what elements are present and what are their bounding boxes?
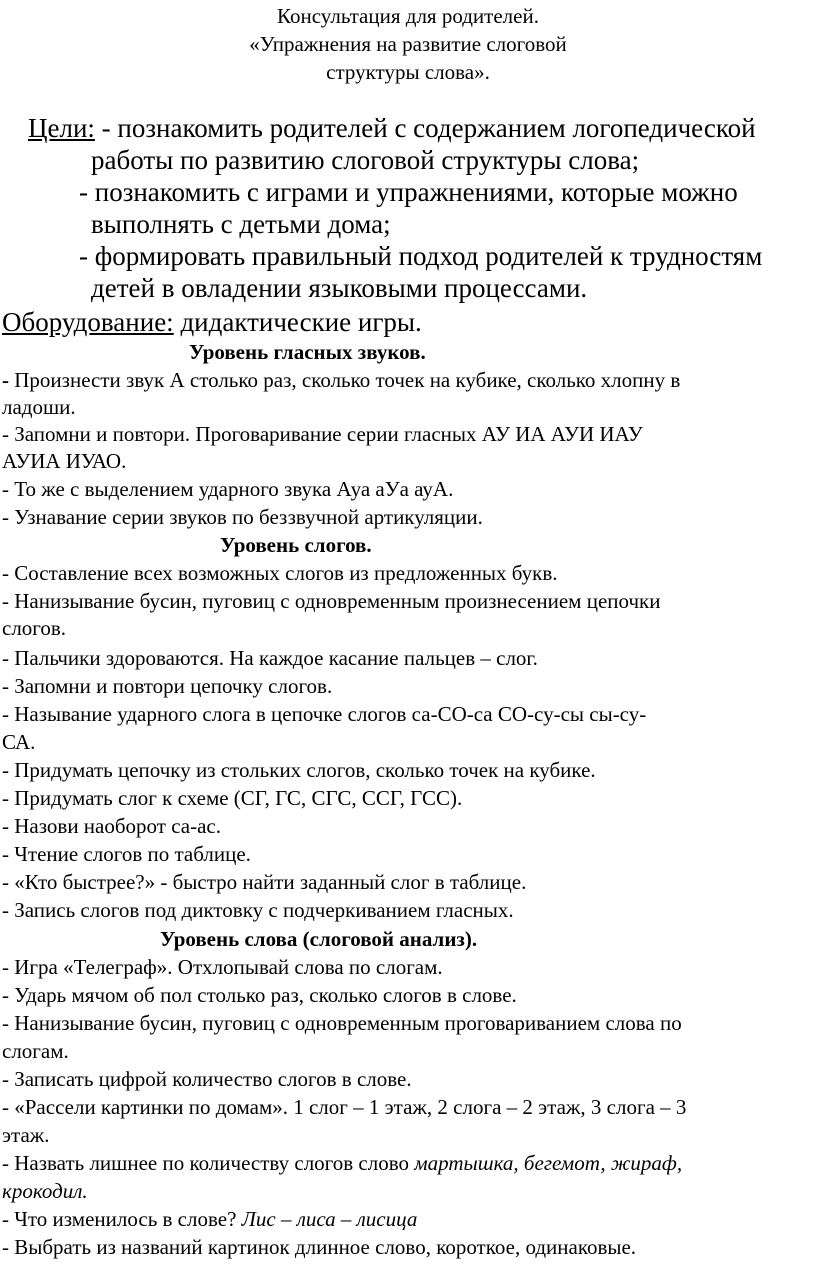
- vowels-line-4: АУИА ИУАО.: [2, 449, 127, 473]
- vowels-line-5: - То же с выделением ударного звука Ауа аУа ауА.: [2, 477, 454, 501]
- syllables-line-6: - Называние ударного слога в цепочке слогов са-СО-са СО-су-сы сы-су-: [2, 702, 647, 726]
- vowels-text-1: Произнести звук А столько раз, сколько точек на кубике, сколько хлопну в: [9, 368, 681, 392]
- words-line-8: [2, 1150, 682, 1177]
- goals-line-1: [28, 112, 756, 144]
- words-example-animals: мартышка, бегемот, жираф,: [414, 1151, 683, 1175]
- goals-label: Цели:: [28, 113, 95, 143]
- syllables-line-13: - Запись слогов под диктовку с подчеркиванием гласных.: [2, 898, 514, 922]
- goals-line-6: детей в овладении языковыми процессами.: [91, 273, 588, 303]
- syllables-line-11: - Чтение слогов по таблице.: [2, 842, 251, 866]
- syllables-line-9: - Придумать слог к схеме (СГ, ГС, СГС, ССГ, ГСС).: [2, 786, 463, 810]
- words-line-1: - Игра «Телеграф». Отхлопывай слова по слогам.: [2, 955, 443, 979]
- vowels-dash: -: [2, 368, 9, 392]
- syllables-line-10: - Назови наоборот са-ас.: [2, 814, 221, 838]
- vowels-line-1: [2, 367, 680, 394]
- title-line-2: «Упражнения на развитие слоговой: [249, 32, 567, 56]
- words-text-8: - Назвать лишнее по количеству слогов слово: [2, 1151, 415, 1175]
- syllables-line-8: - Придумать цепочку из стольких слогов, сколько точек на кубике.: [2, 758, 596, 782]
- syllables-line-1: - Составление всех возможных слогов из предложенных букв.: [2, 561, 558, 585]
- goals-line-2: работы по развитию слоговой структуры слова;: [91, 145, 640, 175]
- goals-text-1: - познакомить родителей с содержанием логопедической: [94, 113, 756, 143]
- syllables-line-12: - «Кто быстрее?» - быстро найти заданный слог в таблице.: [2, 870, 527, 894]
- words-text-10: - Что изменилось в слове?: [2, 1207, 242, 1231]
- words-example-fox: Лис – лиса – лисица: [241, 1207, 418, 1231]
- syllables-line-3: слогов.: [2, 616, 67, 640]
- goals-line-4: выполнять с детьми дома;: [91, 209, 391, 239]
- equipment-label: Оборудование:: [2, 307, 174, 337]
- words-line-4: слогам.: [2, 1039, 69, 1063]
- heading-vowels: Уровень гласных звуков.: [189, 340, 426, 364]
- equipment-line: [2, 306, 422, 338]
- syllables-line-2: - Нанизывание бусин, пуговиц с одновременным произнесением цепочки: [2, 589, 661, 613]
- title-line-1: Консультация для родителей.: [277, 4, 539, 28]
- goals-line-3: - познакомить с играми и упражнениями, которые можно: [79, 177, 738, 207]
- vowels-line-2: ладоши.: [2, 395, 76, 419]
- words-line-3: - Нанизывание бусин, пуговиц с одновременным проговариванием слова по: [2, 1011, 682, 1035]
- heading-syllables: Уровень слогов.: [220, 533, 372, 557]
- syllables-line-5: - Запомни и повтори цепочку слогов.: [2, 674, 333, 698]
- words-line-11: - Выбрать из названий картинок длинное слово, короткое, одинаковые.: [2, 1235, 637, 1259]
- words-line-9: крокодил.: [2, 1179, 88, 1203]
- equipment-text: дидактические игры.: [173, 307, 422, 337]
- syllables-line-4: - Пальчики здороваются. На каждое касание пальцев – слог.: [2, 646, 538, 670]
- words-line-2: - Ударь мячом об пол столько раз, сколько слогов в слове.: [2, 983, 517, 1007]
- syllables-line-7: СА.: [2, 730, 36, 754]
- heading-words: Уровень слова (слоговой анализ).: [160, 927, 478, 951]
- goals-line-5: - формировать правильный подход родителей к трудностям: [79, 241, 763, 271]
- words-line-10: [2, 1206, 417, 1233]
- title-line-3: структуры слова».: [326, 60, 490, 84]
- words-line-6: - «Рассели картинки по домам». 1 слог – 1 этаж, 2 слога – 2 этаж, 3 слога – 3: [2, 1095, 687, 1119]
- words-line-5: - Записать цифрой количество слогов в слове.: [2, 1067, 412, 1091]
- words-line-7: этаж.: [2, 1123, 50, 1147]
- vowels-line-6: - Узнавание серии звуков по беззвучной артикуляции.: [2, 505, 483, 529]
- vowels-line-3: - Запомни и повтори. Проговаривание серии гласных АУ ИА АУИ ИАУ: [2, 422, 643, 446]
